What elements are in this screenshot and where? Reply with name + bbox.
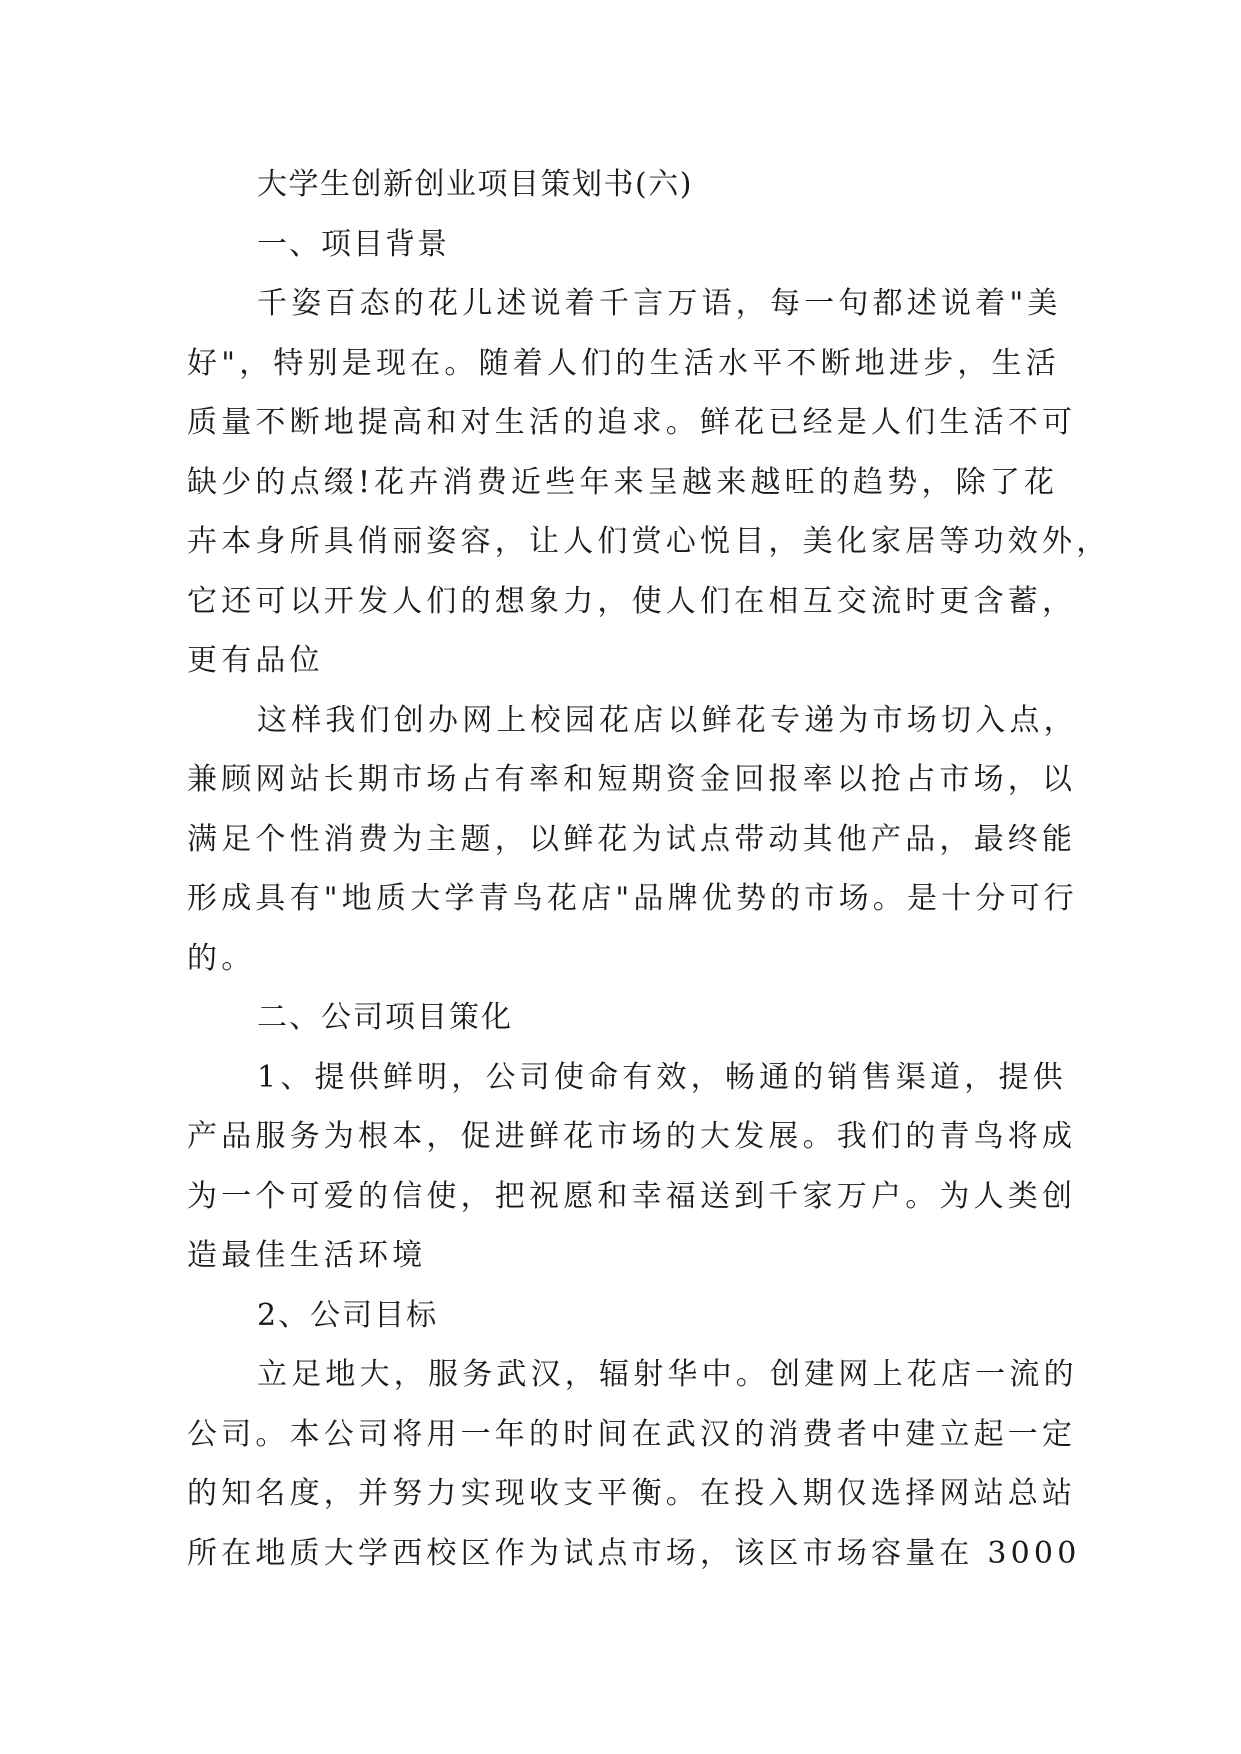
section-heading-background: 一、项目背景	[257, 226, 449, 262]
paragraph-line: 满足个性消费为主题，以鲜花为试点带动其他产品，最终能	[187, 821, 1077, 857]
paragraph-mission	[187, 1048, 1077, 1286]
paragraph-background	[187, 274, 1111, 691]
paragraph-line: 卉本身所具俏丽姿容，让人们赏心悦目，美化家居等功效外，	[187, 524, 1111, 559]
document-body	[187, 155, 1111, 1583]
paragraph-line: 的。	[187, 940, 256, 976]
paragraph-line: 1、提供鲜明，公司使命有效，畅通的销售渠道，提供	[257, 1059, 1067, 1095]
paragraph-line: 所在地质大学西校区作为试点市场，该区市场容量在 3000	[187, 1535, 1081, 1571]
subheading-company-goals: 2、公司目标	[257, 1297, 439, 1333]
paragraph-line: 的知名度，并努力实现收支平衡。在投入期仅选择网站总站	[187, 1476, 1077, 1511]
section-heading-planning: 二、公司项目策化	[257, 1000, 513, 1035]
paragraph-market-entry	[187, 691, 1078, 989]
paragraph-line: 形成具有"地质大学青鸟花店"品牌优势的市场。是十分可行	[187, 881, 1078, 916]
paragraph-line: 更有品位	[187, 643, 324, 678]
paragraph-line: 产品服务为根本，促进鲜花市场的大发展。我们的青鸟将成	[187, 1119, 1077, 1154]
paragraph-line: 好"，特别是现在。随着人们的生活水平不断地进步，生活	[187, 345, 1060, 381]
paragraph-line: 兼顾网站长期市场占有率和短期资金回报率以抢占市场，以	[187, 762, 1077, 797]
paragraph-line: 缺少的点缀!花卉消费近些年来呈越来越旺的趋势，除了花	[187, 464, 1059, 500]
paragraph-line: 公司。本公司将用一年的时间在武汉的消费者中建立起一定	[187, 1416, 1077, 1452]
paragraph-line: 千姿百态的花儿述说着千言万语，每一句都述说着"美	[257, 286, 1062, 321]
paragraph-line: 立足地大，服务武汉，辐射华中。创建网上花店一流的	[257, 1357, 1078, 1392]
paragraph-line: 为一个可爱的信使，把祝愿和幸福送到千家万户。为人类创	[187, 1178, 1077, 1214]
paragraph-goals	[187, 1345, 1081, 1583]
paragraph-line: 它还可以开发人们的想象力，使人们在相互交流时更含蓄，	[187, 583, 1077, 619]
document-title: 大学生创新创业项目策划书(六)	[257, 167, 693, 202]
paragraph-line: 质量不断地提高和对生活的追求。鲜花已经是人们生活不可	[187, 405, 1077, 440]
paragraph-line: 造最佳生活环境	[187, 1238, 427, 1273]
paragraph-line: 这样我们创办网上校园花店以鲜花专递为市场切入点，	[257, 702, 1078, 738]
